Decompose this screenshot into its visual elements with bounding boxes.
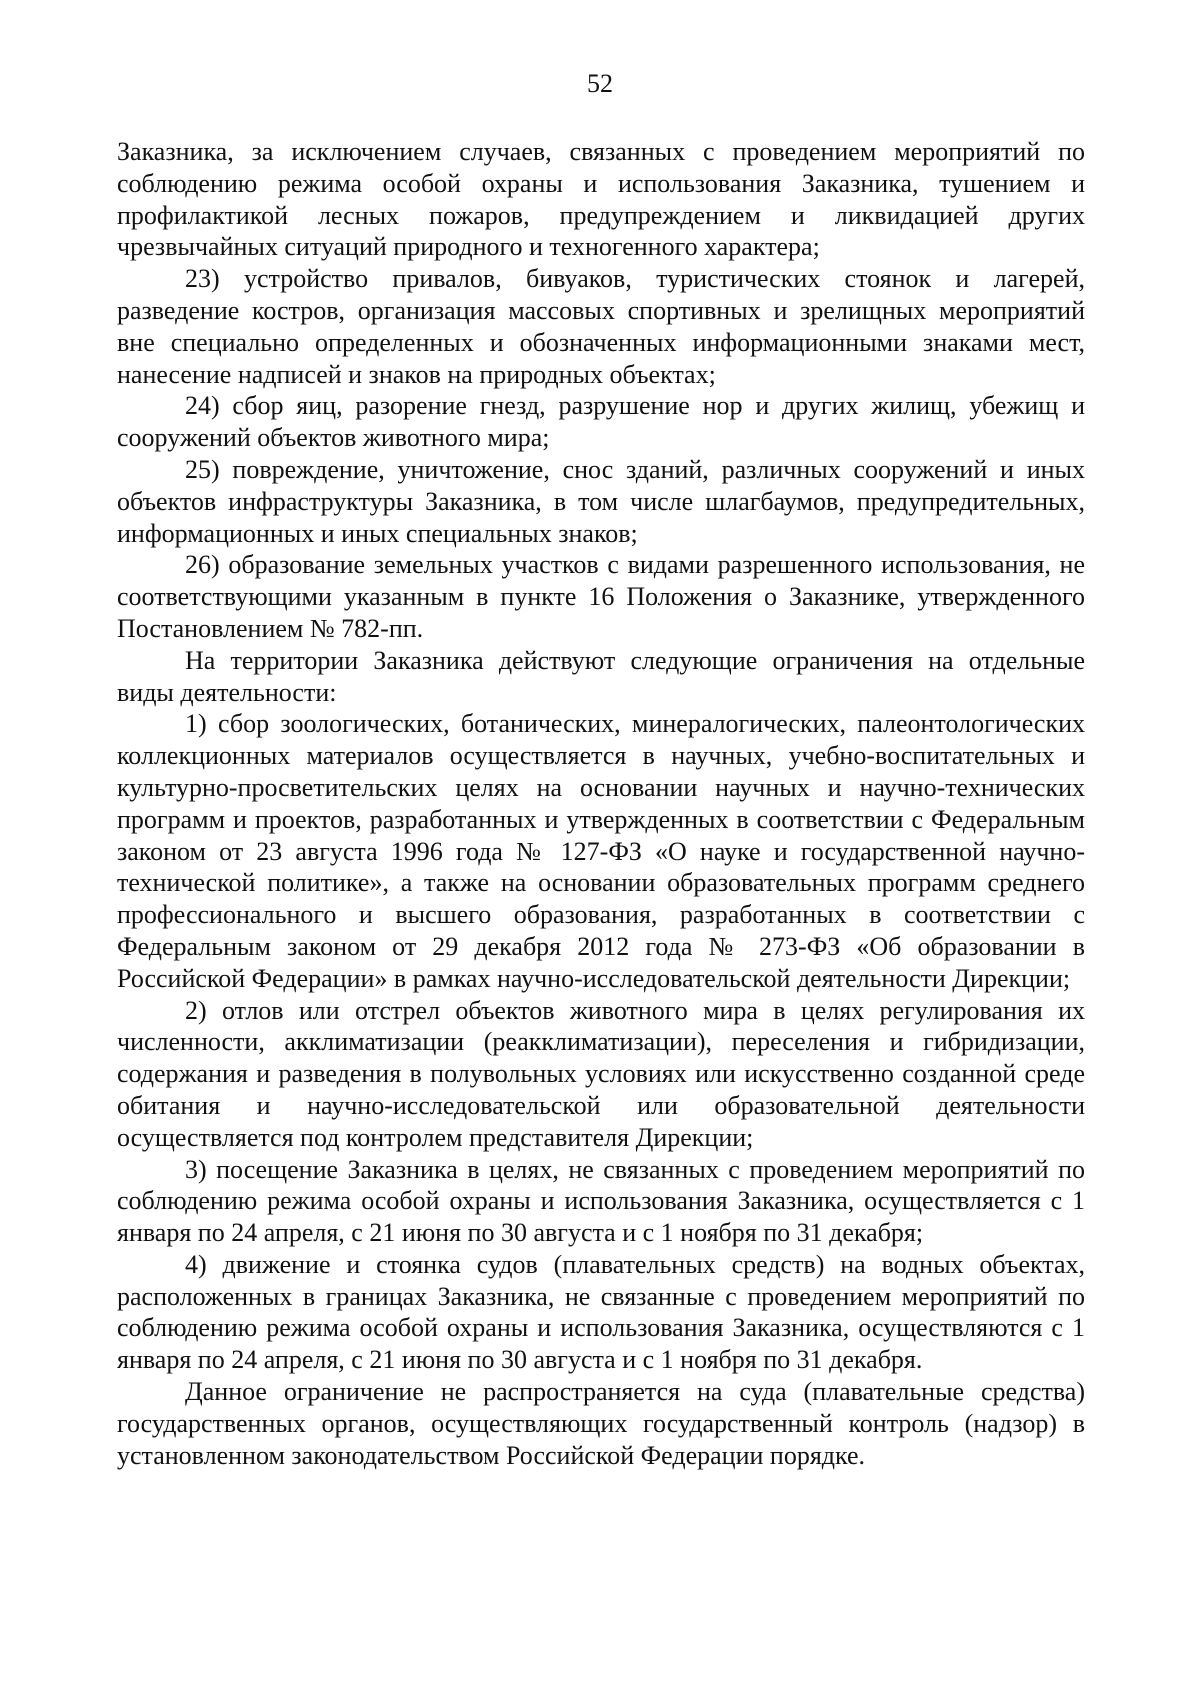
paragraph-exception: Данное ограничение не распространяется на суда (плавательные средства) государственных органов, осуществляющих государственный контроль (надзор) в установленном законодательством Российской Федерации порядке.	[117, 1377, 1085, 1470]
paragraph-restrictions-intro: На территории Заказника действуют следующие ограничения на отдельные виды деятельности:	[117, 645, 1085, 707]
paragraph-restriction-1: 1) сбор зоологических, ботанических, минералогических, палеонтологических коллекционных материалов осуществляется в научных, учебно-воспитательных и культурно-просветительских целях на основании научных и научно-технических программ и проектов, разработанных и утвержденных в соответствии с Федеральным законом от 23 августа 1996 года № 127-ФЗ «О науке и государственной научно-технической политике», а также на основании образовательных программ среднего профессионального и высшего образования, разработанных в соответствии с Федеральным законом от 29 декабря 2012 года № 273-ФЗ «Об образовании в Российской Федерации» в рамках научно-исследовательской деятельности Дирекции;	[117, 709, 1085, 993]
paragraph-restriction-2: 2) отлов или отстрел объектов животного мира в целях регулирования их численности, акклиматизации (реакклиматизации), переселения и гибридизации, содержания и разведения в полувольных условиях или искусственно созданной среде обитания и научно-исследовательской или образовательной деятельности осуществляется под контролем представителя Дирекции;	[117, 995, 1085, 1152]
paragraph-item-25: 25) повреждение, уничтожение, снос зданий, различных сооружений и иных объектов инфраструктуры Заказника, в том числе шлагбаумов, предупредительных, информационных и иных специальных знаков;	[117, 454, 1085, 548]
body-text	[117, 136, 1085, 1471]
paragraph-item-26: 26) образование земельных участков с видами разрешенного использования, не соответствующими указанным в пункте 16 Положения о Заказнике, утвержденного Постановлением № 782-пп.	[117, 550, 1085, 643]
paragraph-restriction-3: 3) посещение Заказника в целях, не связанных с проведением мероприятий по соблюдению режима особой охраны и использования Заказника, осуществляется с 1 января по 24 апреля, с 21 июня по 30 августа и с 1 ноября по 31 декабря;	[117, 1154, 1085, 1248]
paragraph-item-24: 24) сбор яиц, разорение гнезд, разрушение нор и других жилищ, убежищ и сооружений объектов животного мира;	[117, 391, 1085, 453]
paragraph-restriction-4: 4) движение и стоянка судов (плавательных средств) на водных объектах, расположенных в границах Заказника, не связанные с проведением мероприятий по соблюдению режима особой охраны и использования Заказника, осуществляются с 1 января по 24 апреля, с 21 июня по 30 августа и с 1 ноября по 31 декабря.	[117, 1249, 1085, 1375]
page-number: 52	[587, 69, 613, 98]
paragraph-item-23: 23) устройство привалов, бивуаков, туристических стоянок и лагерей, разведение костров, организация массовых спортивных и зрелищных мероприятий вне специально определенных и обозначенных информационными знаками мест, нанесение надписей и знаков на природных объектах;	[117, 264, 1085, 389]
paragraph-continuation: Заказника, за исключением случаев, связанных с проведением мероприятий по соблюдению режима особой охраны и использования Заказника, тушением и профилактикой лесных пожаров, предупреждением и ликвидацией других чрезвычайных ситуаций природного и техногенного характера;	[117, 137, 1085, 262]
